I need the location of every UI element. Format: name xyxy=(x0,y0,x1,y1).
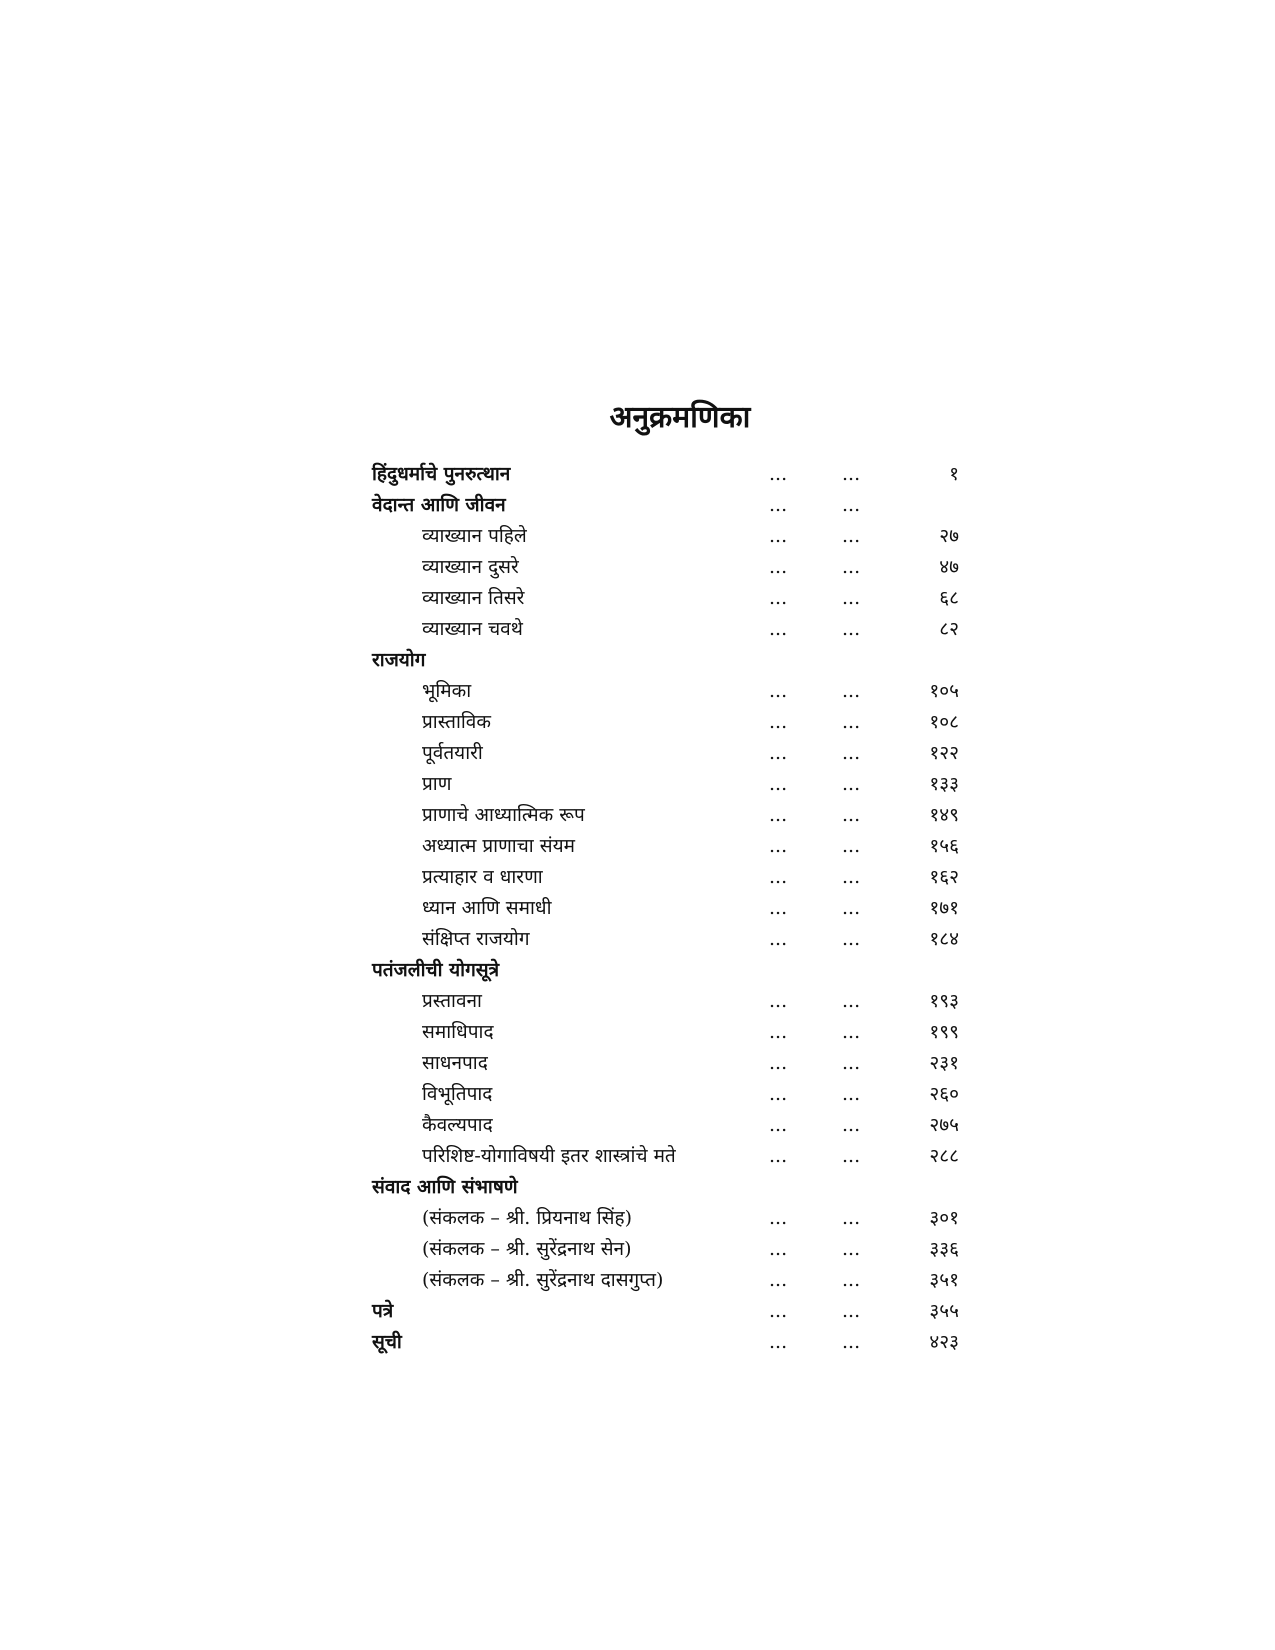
toc-page-number: २७५ xyxy=(929,1114,959,1136)
toc-entry-row xyxy=(372,800,992,831)
toc-entry-row xyxy=(372,1203,992,1234)
toc-leader-dots: ... xyxy=(842,680,861,702)
toc-entry-title: कैवल्यपाद xyxy=(422,1114,493,1136)
toc-page-number: १६२ xyxy=(929,866,959,888)
toc-page-number: १ xyxy=(949,463,959,485)
toc-leader-dots: ... xyxy=(769,804,788,826)
toc-entry-title: प्राणाचे आध्यात्मिक रूप xyxy=(422,804,585,826)
toc-leader-dots: ... xyxy=(842,525,861,547)
toc-leader-dots: ... xyxy=(842,618,861,640)
toc-entry-title: (संकलक – श्री. सुरेंद्रनाथ दासगुप्त) xyxy=(422,1269,664,1291)
toc-entry-title: संक्षिप्त राजयोग xyxy=(422,928,530,950)
toc-leader-dots: ... xyxy=(842,1083,861,1105)
toc-leader-dots: ... xyxy=(769,897,788,919)
toc-page-number: १९३ xyxy=(929,990,959,1012)
toc-leader-dots: ... xyxy=(842,773,861,795)
toc-leader-dots: ... xyxy=(769,835,788,857)
toc-entry-title: प्रास्ताविक xyxy=(422,711,491,733)
toc-page-number: १३३ xyxy=(929,773,959,795)
toc-leader-dots: ... xyxy=(842,835,861,857)
toc-entry-row xyxy=(372,1234,992,1265)
toc-page-number: १०८ xyxy=(929,711,959,733)
toc-leader-dots: ... xyxy=(842,897,861,919)
toc-page-number: २३१ xyxy=(929,1052,959,1074)
toc-section-title: पतंजलीची योगसूत्रे xyxy=(372,959,500,981)
toc-page-number: ३०१ xyxy=(929,1207,959,1229)
toc-leader-dots: ... xyxy=(769,866,788,888)
toc-leader-dots: ... xyxy=(842,1331,861,1353)
toc-leader-dots: ... xyxy=(769,1021,788,1043)
toc-entry-row xyxy=(372,1265,992,1296)
toc-leader-dots: ... xyxy=(842,742,861,764)
toc-leader-dots: ... xyxy=(769,990,788,1012)
toc-entry-row xyxy=(372,583,992,614)
toc-leader-dots: ... xyxy=(769,680,788,702)
toc-page-number: ३३६ xyxy=(929,1238,959,1260)
toc-leader-dots: ... xyxy=(769,1114,788,1136)
toc-leader-dots: ... xyxy=(842,1052,861,1074)
toc-leader-dots: ... xyxy=(842,1207,861,1229)
toc-entry-row xyxy=(372,552,992,583)
toc-leader-dots: ... xyxy=(769,1083,788,1105)
toc-section-title: राजयोग xyxy=(372,649,426,671)
toc-section-row xyxy=(372,1172,992,1203)
toc-leader-dots: ... xyxy=(769,1238,788,1260)
toc-leader-dots: ... xyxy=(769,1207,788,1229)
toc-leader-dots: ... xyxy=(769,556,788,578)
toc-entry-row xyxy=(372,924,992,955)
toc-entry-row xyxy=(372,831,992,862)
toc-leader-dots: ... xyxy=(842,1238,861,1260)
toc-entry-row xyxy=(372,707,992,738)
toc-entry-row xyxy=(372,676,992,707)
toc-leader-dots: ... xyxy=(842,866,861,888)
toc-leader-dots: ... xyxy=(842,711,861,733)
toc-entry-title: पूर्वतयारी xyxy=(422,742,483,764)
toc-leader-dots: ... xyxy=(769,525,788,547)
toc-leader-dots: ... xyxy=(769,463,788,485)
toc-entry-title: व्याख्यान तिसरे xyxy=(422,587,525,609)
toc-page-number: १०५ xyxy=(929,680,959,702)
toc-section-title: पत्रे xyxy=(372,1300,394,1322)
toc-entry-row xyxy=(372,738,992,769)
toc-entry-title: प्राण xyxy=(422,773,452,795)
toc-page-number: १८४ xyxy=(929,928,959,950)
table-of-contents xyxy=(372,459,992,1358)
toc-section-row xyxy=(372,490,992,521)
toc-entry-row xyxy=(372,769,992,800)
toc-page-number: ४२३ xyxy=(929,1331,959,1353)
toc-leader-dots: ... xyxy=(769,928,788,950)
toc-entry-title: अध्यात्म प्राणाचा संयम xyxy=(422,835,575,857)
toc-section-row xyxy=(372,645,992,676)
toc-leader-dots: ... xyxy=(769,773,788,795)
toc-entry-row xyxy=(372,614,992,645)
toc-entry-row xyxy=(372,1048,992,1079)
toc-leader-dots: ... xyxy=(842,990,861,1012)
toc-entry-title: प्रस्तावना xyxy=(422,990,482,1012)
toc-leader-dots: ... xyxy=(769,742,788,764)
toc-leader-dots: ... xyxy=(769,1269,788,1291)
toc-leader-dots: ... xyxy=(769,1052,788,1074)
toc-leader-dots: ... xyxy=(842,587,861,609)
toc-page-number: ३५५ xyxy=(929,1300,959,1322)
toc-leader-dots: ... xyxy=(842,804,861,826)
toc-leader-dots: ... xyxy=(842,928,861,950)
toc-section-title: हिंदुधर्माचे पुनरुत्थान xyxy=(372,463,511,485)
toc-entry-title: (संकलक – श्री. प्रियनाथ सिंह) xyxy=(422,1207,633,1229)
toc-leader-dots: ... xyxy=(769,1300,788,1322)
toc-entry-title: व्याख्यान दुसरे xyxy=(422,556,519,578)
toc-entry-row xyxy=(372,1017,992,1048)
toc-leader-dots: ... xyxy=(842,1145,861,1167)
toc-section-title: सूची xyxy=(372,1331,402,1353)
toc-section-row xyxy=(372,1296,992,1327)
toc-entry-title: ध्यान आणि समाधी xyxy=(422,897,552,919)
toc-page-number: २७ xyxy=(939,525,959,547)
toc-leader-dots: ... xyxy=(769,1331,788,1353)
toc-leader-dots: ... xyxy=(842,463,861,485)
toc-entry-row xyxy=(372,893,992,924)
toc-entry-row xyxy=(372,862,992,893)
toc-page-number: १९९ xyxy=(929,1021,959,1043)
toc-page-number: १४९ xyxy=(929,804,959,826)
toc-entry-title: व्याख्यान पहिले xyxy=(422,525,527,547)
toc-entry-row xyxy=(372,1110,992,1141)
toc-entry-title: (संकलक – श्री. सुरेंद्रनाथ सेन) xyxy=(422,1238,632,1260)
toc-leader-dots: ... xyxy=(842,556,861,578)
page-title: अनुक्रमणिका xyxy=(609,400,751,435)
toc-page-number: २८८ xyxy=(929,1145,959,1167)
toc-page-number: ३५१ xyxy=(929,1269,959,1291)
toc-section-row xyxy=(372,1327,992,1358)
toc-entry-row xyxy=(372,1141,992,1172)
toc-page-number: ६८ xyxy=(939,587,959,609)
toc-leader-dots: ... xyxy=(769,1145,788,1167)
toc-page-number: ८२ xyxy=(939,618,959,640)
toc-leader-dots: ... xyxy=(769,587,788,609)
toc-section-row xyxy=(372,459,992,490)
toc-page-number: १५६ xyxy=(929,835,959,857)
toc-entry-title: विभूतिपाद xyxy=(422,1083,493,1105)
toc-entry-title: व्याख्यान चवथे xyxy=(422,618,523,640)
toc-leader-dots: ... xyxy=(842,1300,861,1322)
toc-entry-row xyxy=(372,1079,992,1110)
toc-page-number: ४७ xyxy=(939,556,959,578)
toc-entry-row xyxy=(372,986,992,1017)
toc-leader-dots: ... xyxy=(769,618,788,640)
toc-entry-title: समाधिपाद xyxy=(422,1021,494,1043)
toc-section-row xyxy=(372,955,992,986)
toc-leader-dots: ... xyxy=(842,494,861,516)
toc-leader-dots: ... xyxy=(769,494,788,516)
toc-entry-row xyxy=(372,521,992,552)
toc-section-title: वेदान्त आणि जीवन xyxy=(372,494,506,516)
toc-section-title: संवाद आणि संभाषणे xyxy=(372,1176,518,1198)
toc-entry-title: साधनपाद xyxy=(422,1052,488,1074)
toc-leader-dots: ... xyxy=(842,1269,861,1291)
toc-leader-dots: ... xyxy=(769,711,788,733)
toc-leader-dots: ... xyxy=(842,1114,861,1136)
toc-entry-title: परिशिष्ट-योगाविषयी इतर शास्त्रांचे मते xyxy=(422,1145,676,1167)
toc-page-number: १२२ xyxy=(929,742,959,764)
toc-entry-title: प्रत्याहार व धारणा xyxy=(422,866,543,888)
toc-page-number: १७१ xyxy=(929,897,959,919)
toc-leader-dots: ... xyxy=(842,1021,861,1043)
toc-entry-title: भूमिका xyxy=(422,680,472,702)
toc-page-number: २६० xyxy=(929,1083,959,1105)
